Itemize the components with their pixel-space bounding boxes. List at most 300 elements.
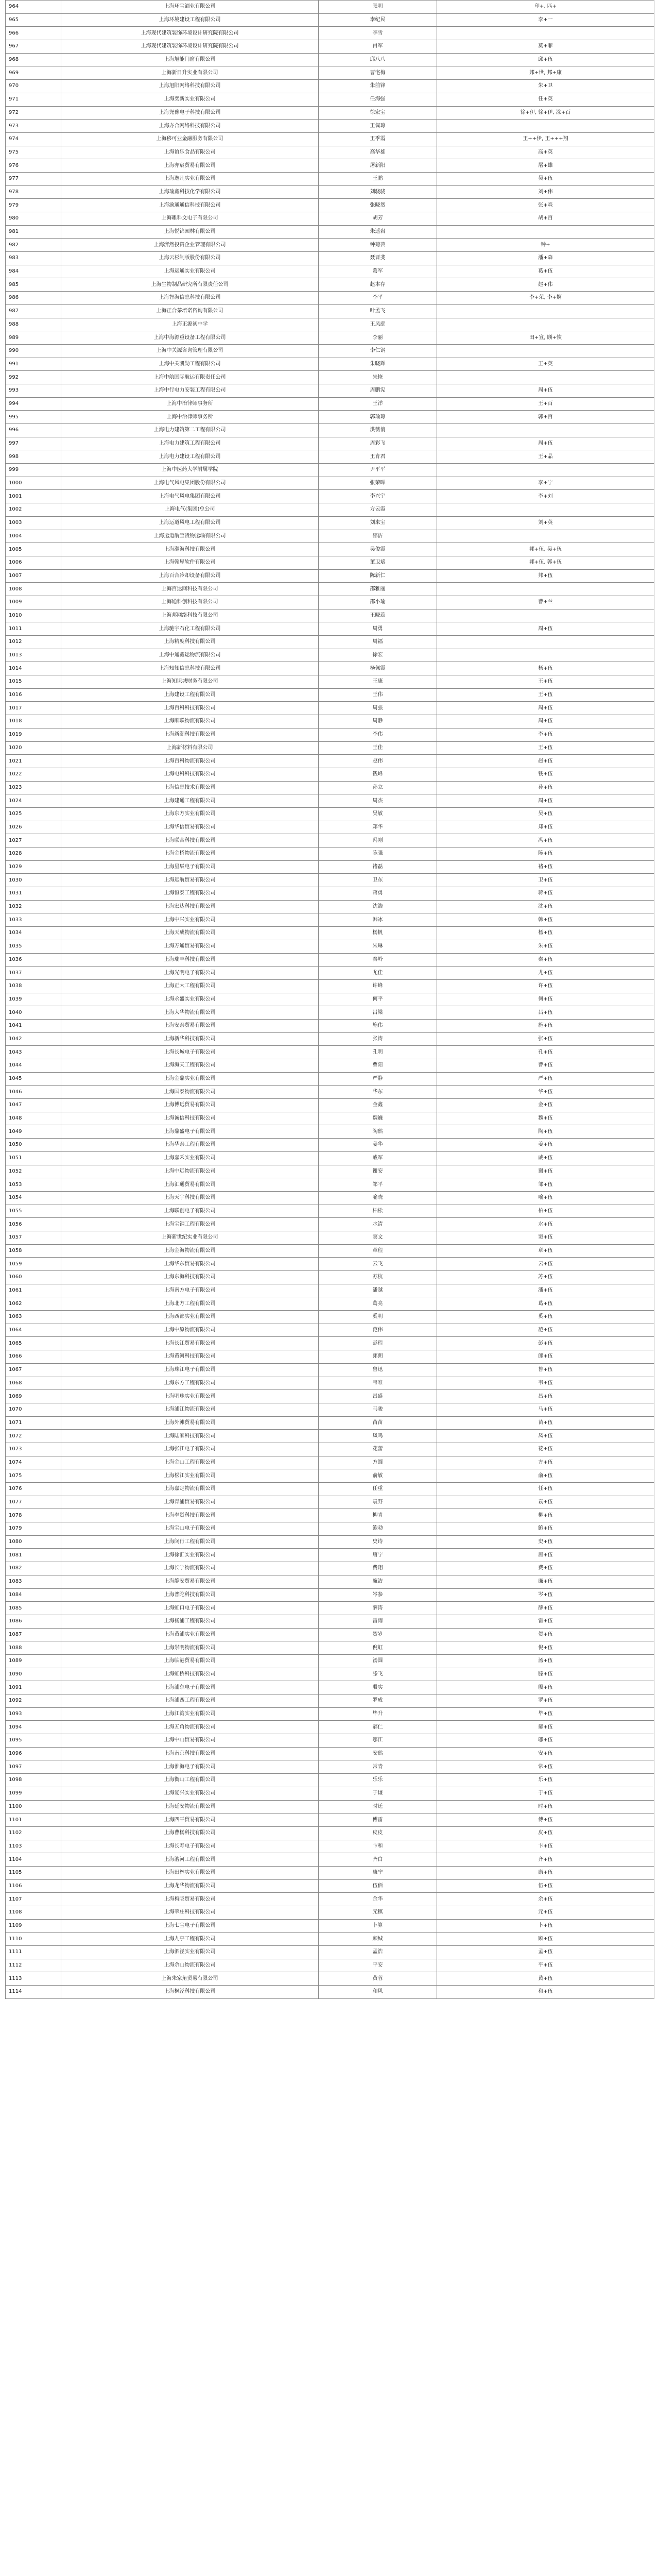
note-cell: 郭+百 — [437, 411, 654, 424]
company-name-cell: 上海雕科文电子有限公司 — [61, 212, 319, 226]
table-row — [6, 397, 654, 411]
company-name-cell: 上海大华物流有限公司 — [61, 1006, 319, 1020]
row-number-cell: 990 — [6, 344, 61, 358]
note-cell: 戚+伍 — [437, 1151, 654, 1165]
row-number-cell: 1100 — [6, 1800, 61, 1814]
row-number-cell: 1093 — [6, 1707, 61, 1721]
table-row — [6, 1893, 654, 1906]
table-row — [6, 1284, 654, 1297]
contact-person-cell: 周静 — [319, 715, 437, 728]
row-number-cell: 1097 — [6, 1760, 61, 1774]
note-cell: 姜+伍 — [437, 1139, 654, 1152]
company-name-cell: 上海瑞丰科技有限公司 — [61, 953, 319, 967]
contact-person-cell: 邹平 — [319, 1178, 437, 1192]
company-name-cell: 上海电气风电集团股份有限公司 — [61, 477, 319, 490]
contact-person-cell: 徐宏 — [319, 649, 437, 662]
note-cell: 王+伍 — [437, 675, 654, 689]
company-name-cell: 上海普陀科技有限公司 — [61, 1588, 319, 1602]
row-number-cell: 1019 — [6, 728, 61, 741]
company-name-cell: 上海朱家角贸易有限公司 — [61, 1972, 319, 1986]
contact-person-cell: 卞和 — [319, 1840, 437, 1853]
note-cell: 葛+伍 — [437, 1297, 654, 1311]
table-row — [6, 1933, 654, 1946]
row-number-cell: 1024 — [6, 794, 61, 808]
table-row — [6, 516, 654, 530]
contact-person-cell: 杨佩霞 — [319, 662, 437, 675]
contact-person-cell: 何平 — [319, 993, 437, 1006]
row-number-cell: 1090 — [6, 1668, 61, 1681]
table-row — [6, 662, 654, 675]
company-name-cell: 上海百科科技有限公司 — [61, 702, 319, 715]
row-number-cell: 1015 — [6, 675, 61, 689]
table-row — [6, 1019, 654, 1032]
table-row — [6, 1443, 654, 1456]
row-number-cell: 1103 — [6, 1840, 61, 1853]
contact-person-cell: 王季霞 — [319, 132, 437, 146]
note-cell: 王+百 — [437, 397, 654, 411]
contact-person-cell: 任海强 — [319, 93, 437, 106]
note-cell: 赵+伍 — [437, 755, 654, 768]
row-number-cell: 1087 — [6, 1628, 61, 1641]
company-name-cell: 上海智海信息科技有限公司 — [61, 292, 319, 305]
row-number-cell: 1014 — [6, 662, 61, 675]
note-cell — [437, 371, 654, 384]
row-number-cell: 1078 — [6, 1509, 61, 1522]
row-number-cell: 1048 — [6, 1112, 61, 1125]
table-row — [6, 1707, 654, 1721]
row-number-cell: 1062 — [6, 1297, 61, 1311]
contact-person-cell: 尤佳 — [319, 967, 437, 980]
company-name-cell: 上海中山贸易有限公司 — [61, 1734, 319, 1748]
note-cell: 苏+伍 — [437, 1271, 654, 1284]
contact-person-cell: 李平 — [319, 292, 437, 305]
contact-person-cell: 章程 — [319, 1244, 437, 1258]
row-number-cell: 1106 — [6, 1879, 61, 1893]
table-row — [6, 225, 654, 239]
note-cell: 王+伍 — [437, 688, 654, 702]
company-name-cell: 上海中关凯勋工程有限公司 — [61, 358, 319, 371]
row-number-cell: 1113 — [6, 1972, 61, 1986]
note-cell: 贺+伍 — [437, 1628, 654, 1641]
row-number-cell: 1069 — [6, 1390, 61, 1403]
row-number-cell: 1004 — [6, 530, 61, 543]
table-row — [6, 1, 654, 14]
row-number-cell: 1010 — [6, 609, 61, 622]
row-number-cell: 989 — [6, 331, 61, 345]
table-row — [6, 1906, 654, 1920]
company-name-cell: 上海延安物流有限公司 — [61, 1800, 319, 1814]
note-cell: 周+伍 — [437, 437, 654, 450]
row-number-cell: 1081 — [6, 1549, 61, 1562]
note-cell: 费+伍 — [437, 1562, 654, 1575]
row-number-cell: 1008 — [6, 583, 61, 596]
row-number-cell: 1031 — [6, 887, 61, 901]
table-row — [6, 1350, 654, 1364]
contact-person-cell: 岑参 — [319, 1588, 437, 1602]
table-row — [6, 1946, 654, 1959]
company-name-cell: 上海百合冷却设备有限公司 — [61, 569, 319, 583]
note-cell: 殷+伍 — [437, 1681, 654, 1694]
table-row — [6, 741, 654, 755]
contact-person-cell: 邵小瑜 — [319, 596, 437, 609]
company-name-cell: 上海北方工程有限公司 — [61, 1297, 319, 1311]
table-row — [6, 1099, 654, 1112]
note-cell: 魏+伍 — [437, 1112, 654, 1125]
table-row — [6, 1046, 654, 1059]
row-number-cell: 1045 — [6, 1072, 61, 1086]
table-row — [6, 1244, 654, 1258]
company-name-cell: 上海正源初中学 — [61, 318, 319, 331]
contact-person-cell: 朱琳 — [319, 940, 437, 953]
company-name-cell: 上海尧豫电子科技有限公司 — [61, 106, 319, 120]
contact-person-cell: 王洋 — [319, 397, 437, 411]
table-row — [6, 132, 654, 146]
company-name-cell: 上海电气风电集团有限公司 — [61, 490, 319, 503]
table-row — [6, 40, 654, 54]
row-number-cell: 1074 — [6, 1456, 61, 1469]
note-cell: 郝+伍 — [437, 1721, 654, 1734]
contact-person-cell: 孔明 — [319, 1046, 437, 1059]
row-number-cell: 983 — [6, 252, 61, 265]
contact-person-cell: 吕梁 — [319, 1006, 437, 1020]
note-cell: 任+伍 — [437, 1483, 654, 1496]
note-cell: 周+伍 — [437, 794, 654, 808]
company-name-cell: 上海电力建设工程有限公司 — [61, 450, 319, 464]
company-name-cell: 上海电科科技有限公司 — [61, 768, 319, 781]
contact-person-cell: 钱峰 — [319, 768, 437, 781]
note-cell: 余+伍 — [437, 1893, 654, 1906]
contact-person-cell: 吴敏 — [319, 807, 437, 821]
note-cell — [437, 344, 654, 358]
contact-person-cell: 朱遥岩 — [319, 225, 437, 239]
note-cell: 卞+伍 — [437, 1840, 654, 1853]
note-cell — [437, 649, 654, 662]
row-number-cell: 1079 — [6, 1522, 61, 1536]
company-name-cell: 上海亦宸贸易有限公司 — [61, 159, 319, 173]
table-row — [6, 794, 654, 808]
company-name-cell: 上海天宇科技有限公司 — [61, 1191, 319, 1205]
note-cell: 吴+伍 — [437, 172, 654, 185]
company-name-cell: 上海信息技术有限公司 — [61, 781, 319, 794]
note-cell: 韦+伍 — [437, 1377, 654, 1390]
row-number-cell: 1055 — [6, 1205, 61, 1218]
contact-person-cell: 陈强 — [319, 848, 437, 861]
company-name-cell: 上海松江实业有限公司 — [61, 1469, 319, 1483]
table-row — [6, 940, 654, 953]
contact-person-cell: 蒋勇 — [319, 887, 437, 901]
table-row — [6, 1959, 654, 1972]
table-row — [6, 358, 654, 371]
company-name-cell: 上海金山工程有限公司 — [61, 1456, 319, 1469]
company-name-cell: 上海珠江电子有限公司 — [61, 1363, 319, 1377]
note-cell: 唐+伍 — [437, 1549, 654, 1562]
company-name-cell: 上海闵行工程有限公司 — [61, 1535, 319, 1549]
table-row — [6, 715, 654, 728]
row-number-cell: 1026 — [6, 821, 61, 834]
company-name-cell: 上海浦西工程有限公司 — [61, 1694, 319, 1708]
contact-person-cell: 姜华 — [319, 1139, 437, 1152]
table-row — [6, 821, 654, 834]
contact-person-cell: 廉洁 — [319, 1575, 437, 1588]
table-row — [6, 543, 654, 556]
company-name-cell: 上海云杉制版股份有限公司 — [61, 252, 319, 265]
row-number-cell: 1009 — [6, 596, 61, 609]
row-number-cell: 1021 — [6, 755, 61, 768]
table-row — [6, 80, 654, 93]
company-name-cell: 上海黄河科技有限公司 — [61, 1350, 319, 1364]
note-cell — [437, 464, 654, 477]
note-cell: 印+, 匹+ — [437, 1, 654, 14]
company-name-cell: 上海枫泾科技有限公司 — [61, 1986, 319, 1999]
company-name-cell: 上海汇通贸易有限公司 — [61, 1178, 319, 1192]
contact-person-cell: 史诗 — [319, 1535, 437, 1549]
company-name-cell: 上海龙华物流有限公司 — [61, 1879, 319, 1893]
company-name-cell: 上海通科创科技有限公司 — [61, 596, 319, 609]
table-row — [6, 781, 654, 794]
note-cell — [437, 636, 654, 649]
table-row — [6, 1430, 654, 1443]
table-row — [6, 702, 654, 715]
row-number-cell: 968 — [6, 53, 61, 66]
note-cell: 李+刘 — [437, 490, 654, 503]
note-cell: 黄+伍 — [437, 1972, 654, 1986]
contact-person-cell: 钟菊芸 — [319, 239, 437, 252]
table-row — [6, 1814, 654, 1827]
company-name-cell: 上海浦东电子有限公司 — [61, 1681, 319, 1694]
note-cell: 冯+伍 — [437, 834, 654, 848]
company-name-cell: 上海嘉定物流有限公司 — [61, 1483, 319, 1496]
contact-person-cell: 罗成 — [319, 1694, 437, 1708]
note-cell: 于+伍 — [437, 1787, 654, 1800]
company-name-cell: 上海杨浦工程有限公司 — [61, 1615, 319, 1628]
contact-person-cell: 褚磊 — [319, 860, 437, 874]
note-cell: 齐+伍 — [437, 1853, 654, 1867]
contact-person-cell: 齐白 — [319, 1853, 437, 1867]
row-number-cell: 965 — [6, 13, 61, 27]
company-name-cell: 上海宝山电子有限公司 — [61, 1522, 319, 1536]
note-cell: 邱+伍 — [437, 53, 654, 66]
table-row — [6, 411, 654, 424]
row-number-cell: 1077 — [6, 1496, 61, 1509]
row-number-cell: 1025 — [6, 807, 61, 821]
note-cell: 周+伍 — [437, 622, 654, 636]
company-name-cell: 上海永盛实业有限公司 — [61, 993, 319, 1006]
note-cell — [437, 120, 654, 133]
table-row — [6, 1403, 654, 1416]
company-name-cell: 上海知识城财务有限公司 — [61, 675, 319, 689]
contact-person-cell: 毕升 — [319, 1707, 437, 1721]
note-cell: 袁+伍 — [437, 1496, 654, 1509]
note-cell: 伍+伍 — [437, 1879, 654, 1893]
company-name-cell: 上海中治律师事务所 — [61, 411, 319, 424]
contact-person-cell: 方圆 — [319, 1456, 437, 1469]
table-row — [6, 1562, 654, 1575]
company-name-cell: 上海东方工程有限公司 — [61, 1377, 319, 1390]
note-cell: 郑+伍 — [437, 821, 654, 834]
row-number-cell: 1063 — [6, 1311, 61, 1324]
table-row — [6, 1826, 654, 1840]
row-number-cell: 1053 — [6, 1178, 61, 1192]
contact-person-cell: 葛亮 — [319, 1297, 437, 1311]
row-number-cell: 1023 — [6, 781, 61, 794]
row-number-cell: 1068 — [6, 1377, 61, 1390]
table-row — [6, 1866, 654, 1879]
contact-person-cell: 殷实 — [319, 1681, 437, 1694]
table-row — [6, 1151, 654, 1165]
table-row — [6, 199, 654, 212]
company-name-cell: 上海翰屋软件有限公司 — [61, 556, 319, 569]
note-cell — [437, 424, 654, 437]
row-number-cell: 1002 — [6, 503, 61, 517]
contact-person-cell: 云飞 — [319, 1258, 437, 1271]
row-number-cell: 986 — [6, 292, 61, 305]
note-cell — [437, 583, 654, 596]
row-number-cell: 1086 — [6, 1615, 61, 1628]
row-number-cell: 1043 — [6, 1046, 61, 1059]
note-cell: 柏+伍 — [437, 1205, 654, 1218]
table-row — [6, 1271, 654, 1284]
table-row — [6, 1734, 654, 1748]
row-number-cell: 1056 — [6, 1218, 61, 1231]
contact-person-cell: 邵洁 — [319, 530, 437, 543]
note-cell: 陈+伍 — [437, 848, 654, 861]
company-name-cell: 上海现代建筑装饰环境设计研究院有限公司 — [61, 40, 319, 54]
row-number-cell: 1082 — [6, 1562, 61, 1575]
company-name-cell: 上海百达网科技有限公司 — [61, 583, 319, 596]
table-row — [6, 755, 654, 768]
note-cell: 朱+卫 — [437, 80, 654, 93]
note-cell: 邹+伍 — [437, 1178, 654, 1192]
table-row — [6, 239, 654, 252]
company-name-cell: 上海逸凡实业有限公司 — [61, 172, 319, 185]
row-number-cell: 1110 — [6, 1933, 61, 1946]
table-row — [6, 1390, 654, 1403]
contact-person-cell: 刘来宝 — [319, 516, 437, 530]
contact-person-cell: 李雪 — [319, 27, 437, 40]
note-cell: 汤+伍 — [437, 1654, 654, 1668]
table-row — [6, 93, 654, 106]
row-number-cell: 1064 — [6, 1324, 61, 1337]
note-cell: 张+伍 — [437, 1032, 654, 1046]
company-name-cell: 上海淮海电子有限公司 — [61, 1760, 319, 1774]
note-cell: 沈+伍 — [437, 900, 654, 913]
note-cell: 周+伍 — [437, 384, 654, 397]
row-number-cell: 1066 — [6, 1350, 61, 1364]
company-name-cell: 上海环境建设工程有限公司 — [61, 13, 319, 27]
row-number-cell: 1033 — [6, 913, 61, 927]
company-name-cell: 上海亦合网络科技有限公司 — [61, 120, 319, 133]
table-row — [6, 1535, 654, 1549]
note-cell: 钱+伍 — [437, 768, 654, 781]
row-number-cell: 1051 — [6, 1151, 61, 1165]
note-cell: 李+一 — [437, 13, 654, 27]
row-number-cell: 987 — [6, 304, 61, 318]
note-cell: 胡+百 — [437, 212, 654, 226]
contact-person-cell: 邵雅丽 — [319, 583, 437, 596]
table-row — [6, 292, 654, 305]
table-row — [6, 146, 654, 159]
contact-person-cell: 顾城 — [319, 1933, 437, 1946]
company-name-cell: 上海联创电子有限公司 — [61, 1205, 319, 1218]
company-name-cell: 上海莘庄科技有限公司 — [61, 1906, 319, 1920]
row-number-cell: 1096 — [6, 1747, 61, 1760]
note-cell: 喻+伍 — [437, 1191, 654, 1205]
table-row — [6, 1125, 654, 1139]
row-number-cell: 1098 — [6, 1774, 61, 1787]
table-row — [6, 1787, 654, 1800]
table-row — [6, 503, 654, 517]
table-row — [6, 304, 654, 318]
company-name-cell: 上海电气(集团)总公司 — [61, 503, 319, 517]
row-number-cell: 1083 — [6, 1575, 61, 1588]
note-cell: 任+英 — [437, 93, 654, 106]
table-row — [6, 331, 654, 345]
company-name-cell: 上海中通鑫运物流有限公司 — [61, 649, 319, 662]
row-number-cell: 973 — [6, 120, 61, 133]
row-number-cell: 1047 — [6, 1099, 61, 1112]
contact-person-cell: 周彩飞 — [319, 437, 437, 450]
row-number-cell: 1020 — [6, 741, 61, 755]
contact-person-cell: 施伟 — [319, 1019, 437, 1032]
company-name-cell: 上海中关源咨询管理有限公司 — [61, 344, 319, 358]
note-cell: 谢+伍 — [437, 1165, 654, 1178]
company-name-cell: 上海湃然投资企业管理有限公司 — [61, 239, 319, 252]
table-row — [6, 1654, 654, 1668]
table-row — [6, 1879, 654, 1893]
company-name-cell: 上海西部实业有限公司 — [61, 1311, 319, 1324]
contact-person-cell: 康宁 — [319, 1866, 437, 1879]
table-row — [6, 556, 654, 569]
company-name-cell: 上海驰宇石化工程有限公司 — [61, 622, 319, 636]
contact-person-cell: 尹平平 — [319, 464, 437, 477]
contact-person-cell: 乐乐 — [319, 1774, 437, 1787]
contact-person-cell: 冯刚 — [319, 834, 437, 848]
table-row — [6, 1681, 654, 1694]
contact-person-cell: 喻晓 — [319, 1191, 437, 1205]
row-number-cell: 1104 — [6, 1853, 61, 1867]
row-number-cell: 1032 — [6, 900, 61, 913]
row-number-cell: 967 — [6, 40, 61, 54]
note-cell: 陶+伍 — [437, 1125, 654, 1139]
note-cell: 刘+英 — [437, 516, 654, 530]
row-number-cell: 971 — [6, 93, 61, 106]
company-name-cell: 上海建通工程有限公司 — [61, 794, 319, 808]
note-cell: 傅+伍 — [437, 1814, 654, 1827]
row-number-cell: 1061 — [6, 1284, 61, 1297]
contact-person-cell: 贺岁 — [319, 1628, 437, 1641]
contact-person-cell: 朱前锋 — [319, 80, 437, 93]
table-row — [6, 1483, 654, 1496]
note-cell: 和+伍 — [437, 1986, 654, 1999]
company-name-cell: 上海现代建筑装饰环境设计研究院有限公司 — [61, 27, 319, 40]
table-row — [6, 596, 654, 609]
row-number-cell: 1054 — [6, 1191, 61, 1205]
note-cell: 花+伍 — [437, 1443, 654, 1456]
row-number-cell: 1028 — [6, 848, 61, 861]
table-row — [6, 1575, 654, 1588]
table-row — [6, 1297, 654, 1311]
company-name-cell: 上海五角物流有限公司 — [61, 1721, 319, 1734]
company-name-cell: 上海中航国际航运有限责任公司 — [61, 371, 319, 384]
company-name-cell: 上海天成物流有限公司 — [61, 927, 319, 940]
contact-person-cell: 许峰 — [319, 979, 437, 993]
contact-person-cell: 王鹏 — [319, 172, 437, 185]
row-number-cell: 993 — [6, 384, 61, 397]
row-number-cell: 1107 — [6, 1893, 61, 1906]
note-cell: 刘+伟 — [437, 185, 654, 199]
note-cell: 赵+伟 — [437, 278, 654, 292]
company-name-cell: 上海诚信科技有限公司 — [61, 1112, 319, 1125]
